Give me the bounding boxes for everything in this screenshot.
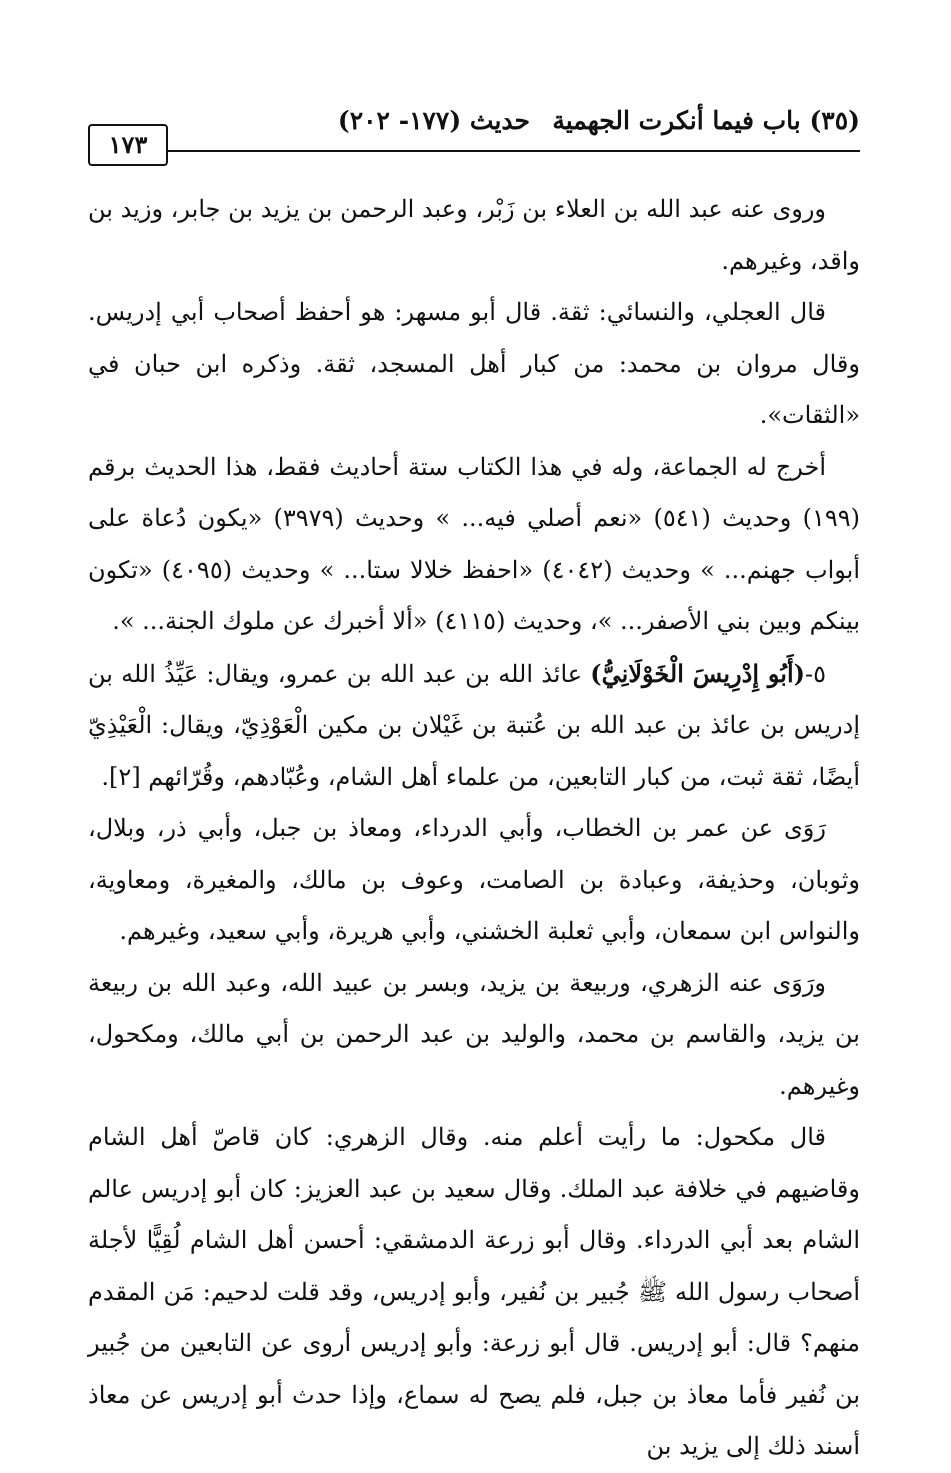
paragraph-3: أخرج له الجماعة، وله في هذا الكتاب ستة أحاديث فقط، هذا الحديث برقم (١٩٩) وحديث (٥٤١) «نعم أصلي فيه... » وحديث (٣٩٧٩) «يكون دُعاة على أبواب جهنم... » وحديث (٤٠٤٢) «احفظ خلالا ستا... » وحديث (٤٠٩٥) «تكون بينكم وبين بني الأصفر... »، وحديث (٤١١٥) «ألا أخبرك عن ملوك الجنة... ». (88, 452, 860, 635)
paragraph-6: ورَوَى عنه الزهري، وربيعة بن يزيد، وبسر بن عبيد الله، وعبد الله بن ربيعة بن يزيد، والقاسم بن محمد، والوليد بن عبد الرحمن بن أبي مالك، ومكحول، وغيرهم. (88, 968, 860, 1100)
paragraph-5: رَوَى عن عمر بن الخطاب، وأبي الدرداء، ومعاذ بن جبل، وأبي ذر، وبلال، وثوبان، وحذيفة، وعبادة بن الصامت، وعوف بن مالك، والمغيرة، ومعاوية، والنواس ابن سمعان، وأبي ثعلبة الخشني، وأبي هريرة، وأبي سعيد، وغيرهم. (88, 814, 860, 945)
hadith-range: حديث (١٧٧- ٢٠٢) (337, 106, 530, 135)
page-number: ١٧٣ (88, 124, 168, 166)
page-body (88, 184, 860, 1473)
header-rule (166, 150, 860, 152)
narrator-number: ٥- (804, 659, 826, 688)
paragraph-7: قال مكحول: ما رأيت أعلم منه. وقال الزهري: كان قاصّ أهل الشام وقاضيهم في خلافة عبد الملك. وقال سعيد بن عبد العزيز: كان أبو إدريس عالم الشام بعد أبي الدرداء. وقال أبو زرعة الدمشقي: أحسن أهل الشام لُقِيًّا لأجلة أصحاب رسول الله ﷺ جُبير بن نُفير، وأبو إدريس، وقد قلت لدحيم: مَن المقدم منهم؟ قال: أبو إدريس. قال أبو زرعة: وأبو إدريس أروى عن التابعين من جُبير بن نُفير فأما معاذ بن جبل، فلم يصح له سماع، وإذا حدث أبو إدريس عن معاذ أسند ذلك إلى يزيد بن (88, 1123, 860, 1460)
chapter-title: (٣٥) باب فيما أنكرت الجهمية (552, 106, 860, 135)
paragraph-4 (88, 648, 860, 804)
paragraph-2: قال العجلي، والنسائي: ثقة. قال أبو مسهر: هو أحفظ أصحاب أبي إدريس. وقال مروان بن محمد: من كبار أهل المسجد، ثقة. وذكره ابن حبان في «الثقات». (88, 298, 860, 429)
narrator-name: (أَبُو إِدْرِيسَ الْخَوْلَانِيُّ) (590, 658, 805, 688)
page-header (88, 100, 860, 160)
narrator-details: عائذ الله بن عبد الله بن عمرو، ويقال: عَيِّذُ الله بن إدريس بن عائذ بن عبد الله بن عُتبة بن غَيْلان بن مكين الْعَوْذِيّ، ويقال: الْعَيْذِيّ أيضًا، ثقة ثبت، من كبار التابعين، من علماء أهل الشام، وعُبّادهم، وقُرّائهم [٢]. (88, 659, 860, 791)
paragraph-1: وروى عنه عبد الله بن العلاء بن زَبْر، وعبد الرحمن بن يزيد بن جابر، وزيد بن واقد، وغيرهم. (88, 195, 860, 275)
